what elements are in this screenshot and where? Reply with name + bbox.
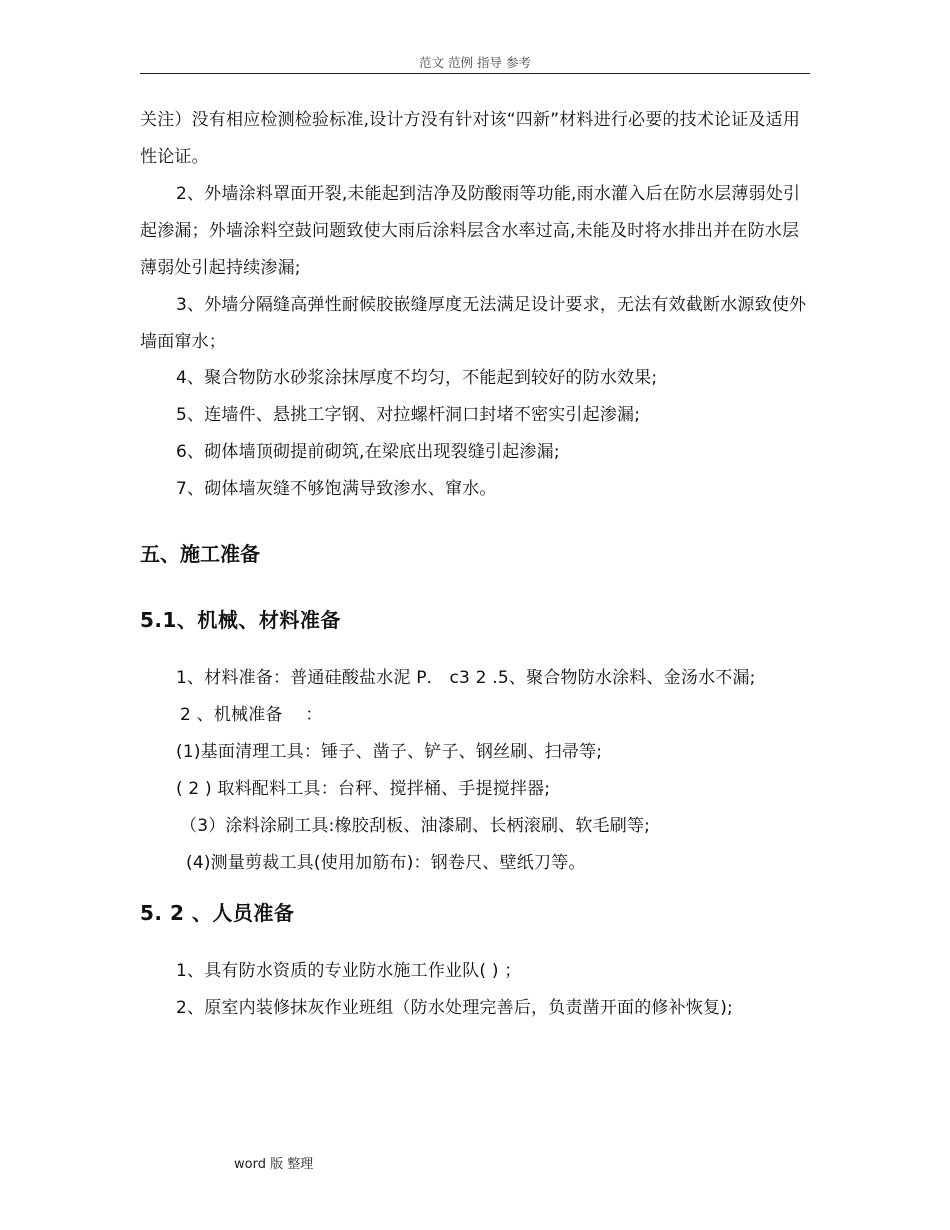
list-item-5: 5、连墙件、悬挑工字钢、对拉螺杆洞口封堵不密实引起渗漏; (176, 405, 641, 425)
list-item-4: 4、聚合物防水砂浆涂抹厚度不均匀，不能起到较好的防水效果; (176, 368, 658, 388)
paragraph-item-2: 2、外墙涂料罩面开裂,未能起到洁净及防酸雨等功能,雨水灌入后在防水层薄弱处引起渗漏；外墙涂料空鼓问题致使大雨后涂料层含水率过高,未能及时将水排出并在防水层薄弱处引起持续渗漏; (140, 184, 801, 278)
section-heading: 五、施工准备 (140, 542, 260, 566)
page-header-text: 范文 范例 指导 参考 (419, 55, 531, 70)
prep-line-coating-tools: （3）涂料涂刷工具:橡胶刮板、油漆刷、长柄滚刷、软毛刷等; (180, 816, 651, 836)
list-item-6: 6、砌体墙顶砌提前砌筑,在梁底出现裂缝引起渗漏; (176, 442, 560, 462)
page-footer: word 版 整理 (234, 1157, 314, 1172)
prep-line-materials: 1、材料准备：普通硅酸盐水泥 P． c3 2 .5、聚合物防水涂料、金汤水不漏; (176, 668, 756, 688)
paragraph-item-3: 3、外墙分隔缝高弹性耐候胶嵌缝厚度无法满足设计要求，无法有效截断水源致使外墙面窜水； (140, 295, 807, 352)
personnel-line-2: 2、原室内装修抹灰作业班组（防水处理完善后，负责凿开面的修补恢复); (176, 998, 733, 1018)
prep-line-machinery: 2 、机械准备 ： (180, 705, 323, 725)
page-header (140, 55, 810, 74)
personnel-line-1: 1、具有防水资质的专业防水施工作业队( ) ； (176, 961, 522, 981)
list-item-7: 7、砌体墙灰缝不够饱满导致渗水、窜水。 (176, 479, 497, 499)
subsection-heading-5-1: 5.1、机械、材料准备 (140, 608, 341, 632)
paragraph-intro: 关注）没有相应检测检验标准,设计方没有针对该“四新”材料进行必要的技术论证及适用性论证。 (140, 110, 801, 167)
prep-line-mixing-tools: ( 2 ) 取料配料工具：台秤、搅拌桶、手提搅拌器; (176, 779, 551, 799)
prep-line-cleaning-tools: (1)基面清理工具：锤子、凿子、铲子、钢丝刷、扫帚等; (176, 742, 603, 762)
prep-line-measuring-tools: (4)测量剪裁工具(使用加筋布)：钢卷尺、壁纸刀等。 (186, 853, 586, 873)
subsection-heading-5-2: 5. 2 、人员准备 (140, 901, 295, 925)
